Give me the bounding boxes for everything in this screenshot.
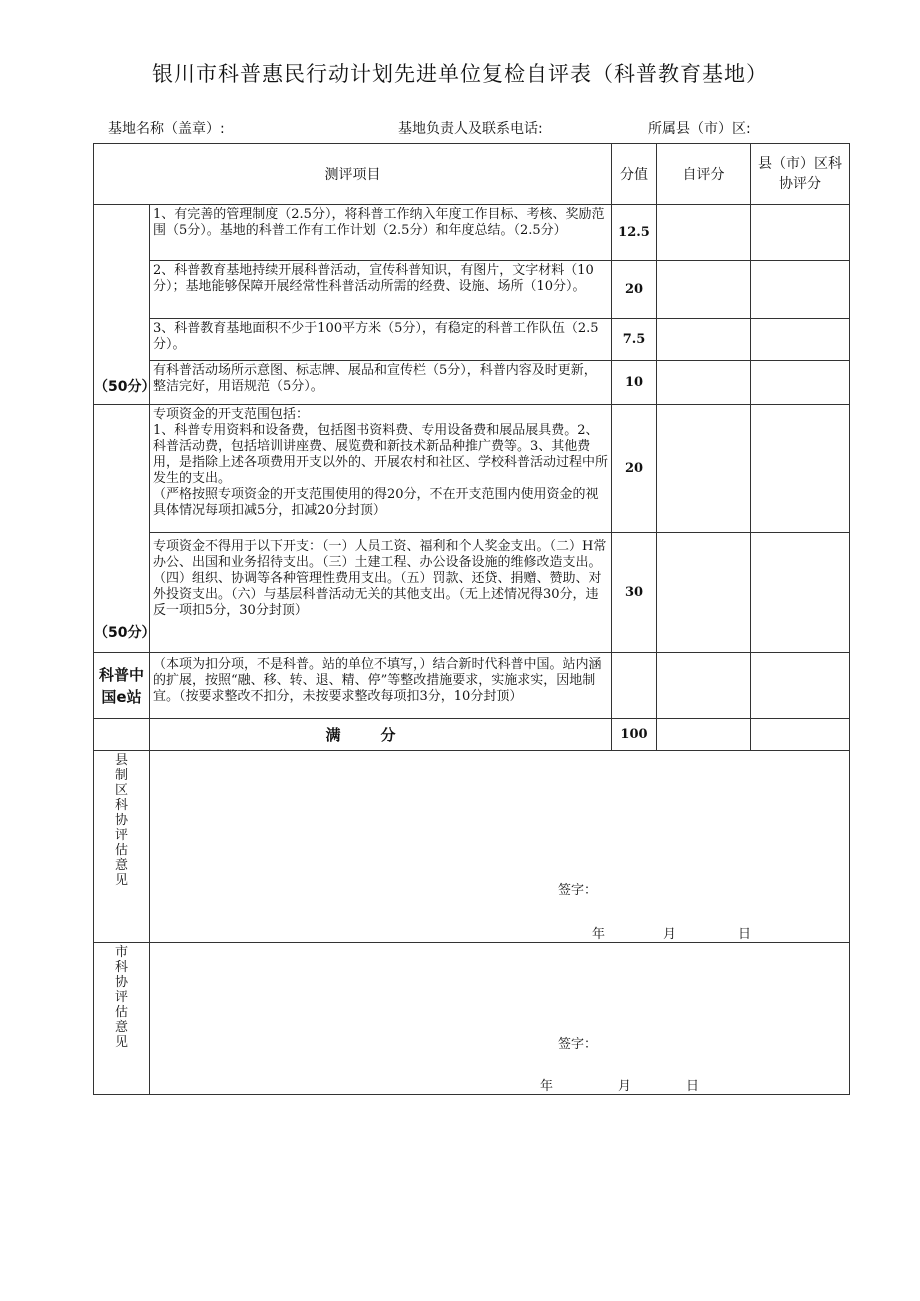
item-score: 30 xyxy=(612,533,657,653)
city-year-label: 年 xyxy=(540,1079,554,1094)
county-opinion-area[interactable] xyxy=(150,751,850,943)
city-opinion-area[interactable] xyxy=(150,943,850,1095)
contact-label: 基地负责人及联系电话: xyxy=(398,121,543,137)
county-score-cell[interactable] xyxy=(751,319,850,361)
county-year-label: 年 xyxy=(592,927,606,942)
county-day-label: 日 xyxy=(738,927,752,942)
table-row xyxy=(94,319,850,361)
self-score-cell[interactable] xyxy=(657,653,751,719)
item-text: 1、有完善的管理制度（2.5分），将科普工作纳入年度工作目标、考核、奖励范围（5分）。基地的科普工作有工作计划（2.5分）和年度总结。（2.5分） xyxy=(150,205,612,261)
county-opinion-row xyxy=(94,751,850,943)
table-row xyxy=(94,261,850,319)
self-score-cell[interactable] xyxy=(657,533,751,653)
item-score xyxy=(612,653,657,719)
city-signature-label: 签字： xyxy=(558,1037,598,1052)
total-county-score-cell[interactable] xyxy=(751,719,850,751)
county-score-cell[interactable] xyxy=(751,361,850,405)
table-row xyxy=(94,533,850,653)
item-score: 7.5 xyxy=(612,319,657,361)
item-text: 3、科普教育基地面积不少于100平方米（5分），有稳定的科普工作队伍（2.5分）。 xyxy=(150,319,612,361)
header-row xyxy=(94,144,850,205)
item-score: 20 xyxy=(612,261,657,319)
table-row xyxy=(94,653,850,719)
county-score-cell[interactable] xyxy=(751,405,850,533)
self-score-cell[interactable] xyxy=(657,405,751,533)
table-row xyxy=(94,361,850,405)
header-item: 测评项目 xyxy=(94,144,612,205)
county-opinion-label: 县制区科协评估意见 xyxy=(94,751,150,943)
base-name-label: 基地名称（盖章）: xyxy=(108,121,225,137)
section-category: （50分） xyxy=(94,205,150,405)
item-score: 10 xyxy=(612,361,657,405)
county-score-cell[interactable] xyxy=(751,205,850,261)
self-score-cell[interactable] xyxy=(657,361,751,405)
county-score-cell[interactable] xyxy=(751,653,850,719)
total-row xyxy=(94,719,850,751)
header-score: 分值 xyxy=(612,144,657,205)
section-category: 科普中国e站 xyxy=(94,653,150,719)
district-label: 所属县（市）区: xyxy=(648,121,751,137)
item-text: 专项资金不得用于以下开支：（一）人员工资、福利和个人奖金支出。（二）H常办公、出国和业务招待支出。（三）土建工程、办公设备设施的维修改造支出。（四）组织、协调等各种管理性费用支出。（五）罚款、还贷、捐赠、赞助、对外投资支出。（六）与基层科普活动无关的其他支出。（无上述情况得30分，违反一项扣5分，30分封顶） xyxy=(150,533,612,653)
total-label: 满分 xyxy=(150,719,612,751)
item-text: 2、科普教育基地持续开展科普活动，宣传科普知识，有图片，文字材料（10分）；基地能够保障开展经常性科普活动所需的经费、设施、场所（10分）。 xyxy=(150,261,612,319)
city-opinion-label: 市科协评估意见 xyxy=(94,943,150,1095)
city-month-label: 月 xyxy=(618,1079,632,1094)
total-spacer xyxy=(94,719,150,751)
table-row xyxy=(94,205,850,261)
evaluation-table xyxy=(93,143,850,1095)
total-score: 100 xyxy=(612,719,657,751)
section-category: （50分） xyxy=(94,405,150,653)
item-score: 20 xyxy=(612,405,657,533)
county-month-label: 月 xyxy=(663,927,677,942)
item-text: 有科普活动场所示意图、标志牌、展品和宣传栏（5分），科普内容及时更新，整洁完好，用语规范（5分）。 xyxy=(150,361,612,405)
county-signature-label: 签字： xyxy=(558,883,598,898)
self-score-cell[interactable] xyxy=(657,205,751,261)
header-county-score: 县（市）区科协评分 xyxy=(751,144,850,205)
table-row xyxy=(94,405,850,533)
self-score-cell[interactable] xyxy=(657,319,751,361)
total-self-score-cell[interactable] xyxy=(657,719,751,751)
header-self-score: 自评分 xyxy=(657,144,751,205)
item-score: 12.5 xyxy=(612,205,657,261)
county-score-cell[interactable] xyxy=(751,533,850,653)
page-title: 银川市科普惠民行动计划先进单位复检自评表（科普教育基地） xyxy=(152,62,768,86)
self-score-cell[interactable] xyxy=(657,261,751,319)
item-text: （本项为扣分项，不是科普。站的单位不填写，）结合新时代科普中国。站内涵的扩展，按照“融、移、转、退、精、停”等整改措施要求，实施求实，因地制宜。（按要求整改不扣分，未按要求整改每项扣3分，10分封顶） xyxy=(150,653,612,719)
county-score-cell[interactable] xyxy=(751,261,850,319)
city-day-label: 日 xyxy=(686,1079,700,1094)
city-opinion-row xyxy=(94,943,850,1095)
item-text: 专项资金的开支范围包括： 1、科普专用资料和设备费，包括图书资料费、专用设备费和展品展具费。2、科普活动费，包括培训讲座费、展览费和新技术新品种推广费等。3、其他费用，是指除上述各项费用开支以外的、开展农村和社区、学校科普活动过程中所发生的支出。 （严格按照专项资金的开支范围使用的得20分，不在开支范围内使用资金的视具体情况每项扣减5分，扣减20分封顶） xyxy=(150,405,612,533)
